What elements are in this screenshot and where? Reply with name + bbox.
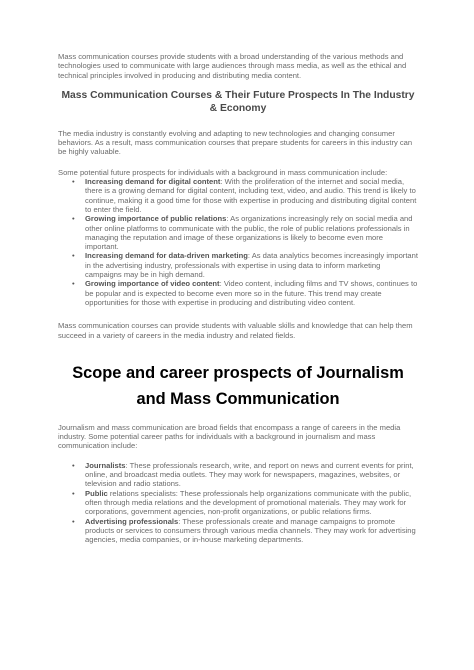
list-item	[58, 517, 418, 545]
list-item	[58, 461, 418, 489]
list-item-term: Growing importance of video content	[85, 279, 220, 289]
section1-paragraph-2: Some potential future prospects for individuals with a background in mass communication include:	[58, 167, 388, 177]
bullet-icon: •	[72, 251, 75, 261]
list-item	[58, 251, 418, 279]
intro-paragraph: Mass communication courses provide students with a broad understanding of the various methods and technologies used to communicate with large audiences through mass media, as well as the ethical and technical principles involved in producing and distributing media content.	[58, 52, 407, 80]
list-item-text: : As organizations increasingly rely on social media and other online platforms to communicate with the public, the role of public relations professionals in managing the reputation and image of these organizations is likely to become even more important.	[85, 214, 413, 252]
bullet-icon: •	[72, 460, 75, 470]
document-body	[58, 52, 418, 544]
section2-paragraph: Journalism and mass communication are broad fields that encompass a range of careers in the media industry. Some potential career paths for individuals with a background in journalism and mass communication include:	[58, 422, 401, 451]
list-item-text: : With the proliferation of the internet and social media, there is a growing demand for digital content, including text, video, and audio. This trend is likely to continue, making it a good time for those with expertise in producing and distributing digital content to enter the field.	[85, 177, 417, 214]
list-item	[58, 177, 418, 214]
bullet-icon: •	[72, 279, 75, 289]
list-item-term: Journalists	[85, 460, 126, 470]
list-item	[58, 279, 418, 307]
list-item-term: Public	[85, 488, 108, 498]
bullet-icon: •	[72, 488, 75, 498]
list-item-term: Increasing demand for data-driven marketing	[85, 251, 248, 261]
list-item	[58, 489, 418, 517]
list-item-term: Growing importance of public relations	[85, 214, 227, 224]
future-prospects-list	[58, 177, 418, 307]
career-paths-list	[58, 461, 418, 545]
list-item-text: : Video content, including films and TV shows, continues to be popular and is expected to become even more so in the future. This trend may create opportunities for those with expertise in producing and distributing video content.	[85, 279, 418, 307]
list-item	[58, 214, 418, 251]
bullet-icon: •	[72, 214, 75, 224]
list-item-text: : As data analytics becomes increasingly important in the advertising industry, professionals with expertise in using data to inform marketing campaigns may be in high demand.	[85, 251, 418, 280]
list-item-text: : These professionals research, write, and report on news and current events for print, online, and broadcast media outlets. They may work for newspapers, magazines, websites, or television and radio stations.	[85, 460, 414, 489]
list-item-term: Increasing demand for digital content	[85, 177, 221, 187]
section1-paragraph-1: The media industry is constantly evolving and adapting to new technologies and changing consumer behaviors. As a result, mass communication courses that prepare students for careers in this industry can be highly valuable.	[58, 128, 413, 157]
section1-heading: Mass Communication Courses & Their Future Prospects In The Industry & Economy	[61, 89, 415, 115]
bullet-icon: •	[72, 516, 75, 526]
list-item-text: : These professionals create and manage campaigns to promote products or services to consumers through various media channels. They may work for advertising agencies, media companies, or in-house marketing departments.	[85, 516, 416, 545]
list-item-term: Advertising professionals	[85, 516, 179, 526]
section1-closing-paragraph: Mass communication courses can provide students with valuable skills and knowledge that can help them succeed in a variety of careers in the media industry and related fields.	[58, 321, 413, 340]
section2-heading: Scope and career prospects of Journalism and Mass Communication	[72, 363, 404, 408]
bullet-icon: •	[72, 177, 75, 187]
list-item-text: relations specialists: These professionals help organizations communicate with the public, often through media relations and the development of promotional materials. They may work for corporations, government agencies, non-profit organizations, or public relations firms.	[85, 488, 412, 517]
